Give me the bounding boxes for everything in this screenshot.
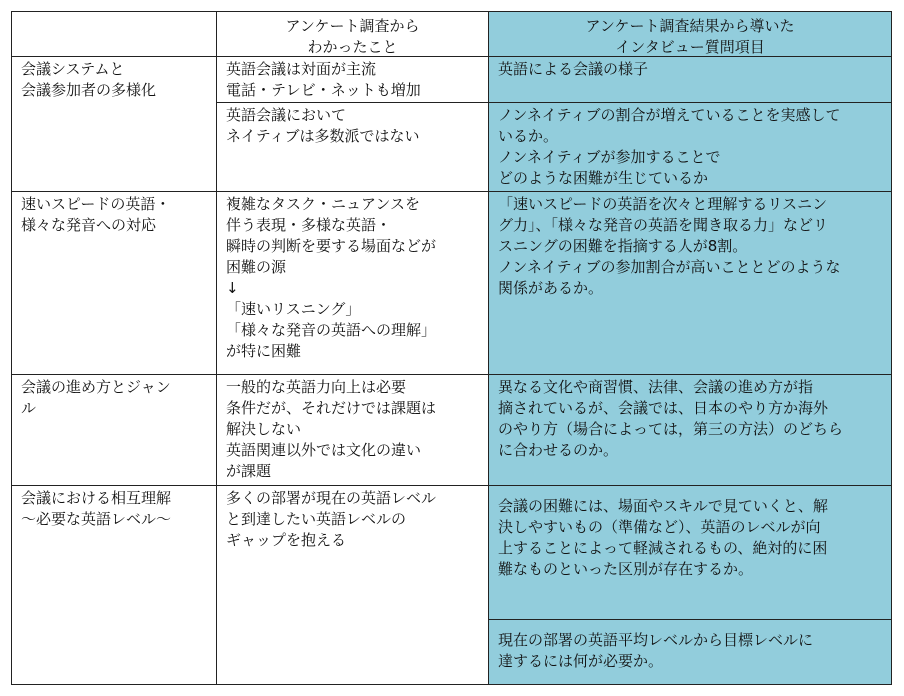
row3-finding-line: 解決しない [226, 420, 302, 438]
row2-finding-line: 複雑なタスク・ニュアンスを [226, 195, 420, 213]
row2-question-line: ノンネイティブの参加割合が高いこととどのような [498, 258, 841, 276]
row3-topic-cell [11, 374, 217, 486]
header-cell-questions [488, 11, 892, 57]
row3-topic-line: ル [21, 399, 37, 417]
row2-topic-cell [11, 191, 217, 375]
row2-question-line: 関係があるか。 [498, 279, 604, 297]
row3-finding-cell [216, 374, 489, 486]
header-cell-topic [11, 11, 217, 57]
row4-question-line: 難なものといった区別が存在するか。 [498, 560, 754, 578]
row1-finding-line: ネイティブは多数派ではない [226, 127, 420, 145]
row1-question-line: 英語による会議の様子 [498, 60, 649, 78]
row4-question-cell-a [488, 485, 892, 620]
row4-question-line: 決しやすいもの（準備など）、英語のレベルが向 [498, 518, 821, 536]
row3-finding-line: 一般的な英語力向上は必要 [226, 378, 407, 396]
row2-finding-line: 困難の源 [226, 258, 287, 276]
row3-finding-line: 英語関連以外では文化の違い [226, 441, 422, 459]
row2-question-line: スニングの困難を指摘する人が8割。 [498, 237, 748, 255]
row1-question-line: ノンネイティブの割合が増えていることを実感して [498, 106, 841, 124]
row1-question-cell-b [488, 102, 892, 192]
row4-question-line: 現在の部署の英語平均レベルから目標レベルに [498, 631, 814, 649]
row3-question-line: に合わせるのか。 [498, 441, 619, 459]
header-cell-findings [216, 11, 489, 57]
header-questions-line: インタビュー質問項目 [615, 38, 765, 56]
row3-question-cell [488, 374, 892, 486]
row2-finding-line: が特に困難 [226, 342, 302, 360]
row3-topic-line: 会議の進め方とジャン [21, 378, 171, 396]
row2-question-line: グ力」、「様々な発音の英語を聞き取る力」などリ [498, 216, 829, 234]
row1-finding-cell-b [216, 102, 489, 192]
header-questions-line: アンケート調査結果から導いた [585, 17, 795, 35]
row2-topic-line: 様々な発音への対応 [21, 216, 157, 234]
row2-finding-line: 「速いリスニング」 [226, 300, 361, 318]
row2-finding-line: 瞬時の判断を要する場面などが [226, 237, 437, 255]
row4-question-line: 上することによって軽減されるもの、絶対的に困 [498, 539, 828, 557]
row1-finding-line: 英語会議において [226, 106, 347, 124]
row3-finding-line: 条件だが、それだけでは課題は [226, 399, 437, 417]
row4-finding-line: ギャップを抱える [226, 531, 347, 549]
row1-finding-line: 電話・テレビ・ネットも増加 [226, 81, 421, 99]
row4-topic-line: 会議における相互理解 [21, 489, 172, 507]
row2-finding-line: 「様々な発音の英語への理解」 [226, 321, 437, 339]
row2-topic-line: 速いスピードの英語・ [21, 195, 171, 213]
row3-question-line: のやり方（場合によっては，第三の方法）のどちら [498, 420, 844, 438]
header-findings-line: わかったこと [307, 38, 398, 56]
row1-topic-line: 会議システムと [21, 60, 125, 78]
row4-finding-line: 多くの部署が現在の英語レベル [226, 489, 437, 507]
row3-finding-line: が課題 [226, 462, 272, 480]
row1-finding-cell-a [216, 56, 489, 103]
row1-question-line: ノンネイティブが参加することで [498, 148, 721, 166]
row4-question-cell-b [488, 619, 892, 685]
row1-topic-line: 会議参加者の多様化 [21, 81, 157, 99]
row4-topic-line: ～必要な英語レベル～ [21, 510, 172, 528]
row4-topic-cell [11, 485, 217, 685]
row1-question-cell-a [488, 56, 892, 103]
row2-finding-line: ↓ [226, 279, 239, 297]
row4-question-line: 会議の困難には、場面やスキルで見ていくと、解 [498, 497, 828, 515]
row2-finding-cell [216, 191, 489, 375]
row1-question-line: どのような困難が生じているか [498, 169, 709, 187]
survey-table [11, 11, 892, 685]
row3-question-line: 摘されているが、会議では、日本のやり方か海外 [498, 399, 829, 417]
row4-finding-line: と到達したい英語レベルの [226, 510, 407, 528]
row1-finding-line: 英語会議は対面が主流 [226, 60, 377, 78]
row2-question-line: 「速いスピードの英語を次々と理解するリスニン [498, 195, 828, 213]
row4-finding-cell [216, 485, 489, 685]
row4-question-line: 達するには何が必要か。 [498, 652, 664, 670]
row2-question-cell [488, 191, 892, 375]
row3-question-line: 異なる文化や商習慣、法律、会議の進め方が指 [498, 378, 814, 396]
header-findings-line: アンケート調査から [285, 17, 420, 35]
row2-finding-line: 伴う表現・多様な英語・ [226, 216, 392, 234]
row1-question-line: いるか。 [498, 127, 559, 145]
row1-topic-cell [11, 56, 217, 192]
